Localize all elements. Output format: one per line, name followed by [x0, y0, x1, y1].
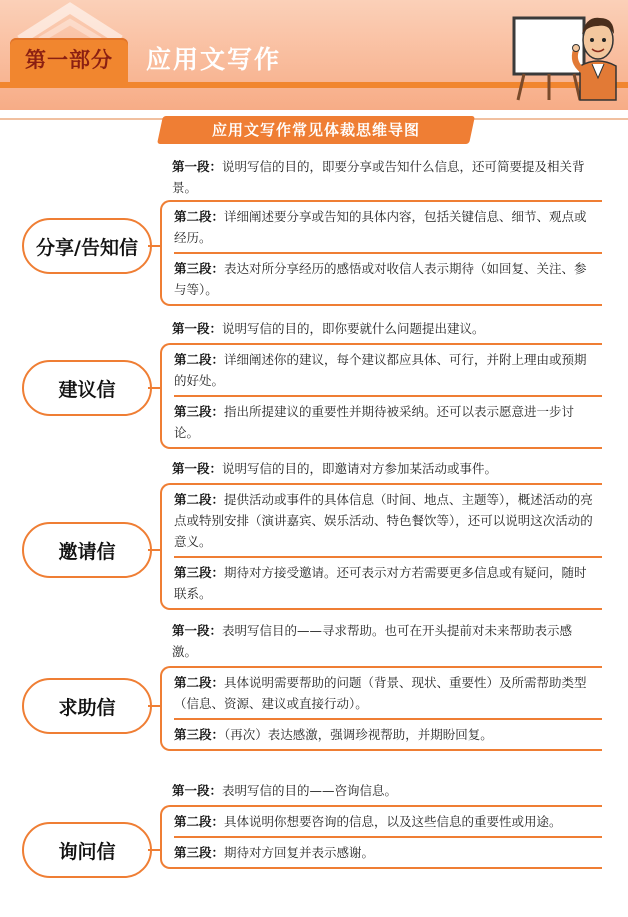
genre-label: 分享/告知信 [22, 218, 152, 274]
paragraph-2: 第二段：具体说明需要帮助的问题（背景、现状、重要性）及所需帮助类型（信息、资源、建议或直接行动）。 [174, 675, 587, 711]
paragraph-1: 第一段：表明写信目的——寻求帮助。也可在开头提前对未来帮助表示感激。 [172, 623, 573, 659]
page-header [0, 0, 628, 110]
house-icon [0, 0, 140, 40]
paragraph-3: 第三段：期待对方接受邀请。还可表示对方若需要更多信息或有疑问，随时联系。 [174, 556, 602, 608]
paragraph-1: 第一段：表明写信的目的——咨询信息。 [172, 783, 398, 798]
teacher-illustration [512, 4, 628, 104]
paragraph-1: 第一段：说明写信的目的，即邀请对方参加某活动或事件。 [172, 461, 498, 476]
paragraph-3: 第三段：（再次）表达感激，强调珍视帮助，并期盼回复。 [174, 718, 602, 749]
paragraph-box [160, 805, 602, 869]
paragraph-3: 第三段：指出所提建议的重要性并期待被采纳。还可以表示愿意进一步讨论。 [174, 395, 602, 447]
genre-label: 建议信 [22, 360, 152, 416]
paragraph-box [160, 666, 602, 751]
paragraph-3: 第三段：期待对方回复并表示感谢。 [174, 836, 602, 867]
paragraph-3: 第三段：表达对所分享经历的感悟或对收信人表示期待（如回复、关注、参与等）。 [174, 252, 602, 304]
genre-label: 求助信 [22, 678, 152, 734]
paragraph-2: 第二段：提供活动或事件的具体信息（时间、地点、主题等），概述活动的亮点或特别安排（演讲嘉宾、娱乐活动、特色餐饮等），还可以说明这次活动的意义。 [174, 492, 593, 549]
paragraph-2: 第二段：详细阐述你的建议，每个建议都应具体、可行，并附上理由或预期的好处。 [174, 352, 587, 388]
paragraph-2: 第二段：详细阐述要分享或告知的具体内容，包括关键信息、细节、观点或经历。 [174, 209, 587, 245]
paragraph-2: 第二段：具体说明你想要咨询的信息，以及这些信息的重要性或用途。 [174, 814, 562, 829]
part-label: 第一部分 [25, 48, 113, 72]
mindmap-banner-title: 应用文写作常见体裁思维导图 [211, 121, 420, 139]
paragraph-box [160, 483, 602, 610]
section-title: 应用文写作 [146, 45, 282, 74]
genre-label: 邀请信 [22, 522, 152, 578]
paragraph-box [160, 200, 602, 306]
paragraph-1: 第一段：说明写信的目的，即要分享或告知什么信息，还可简要提及相关背景。 [172, 159, 585, 195]
paragraph-1: 第一段：说明写信的目的，即你要就什么问题提出建议。 [172, 321, 485, 336]
paragraph-box [160, 343, 602, 449]
genre-label: 询问信 [22, 822, 152, 878]
